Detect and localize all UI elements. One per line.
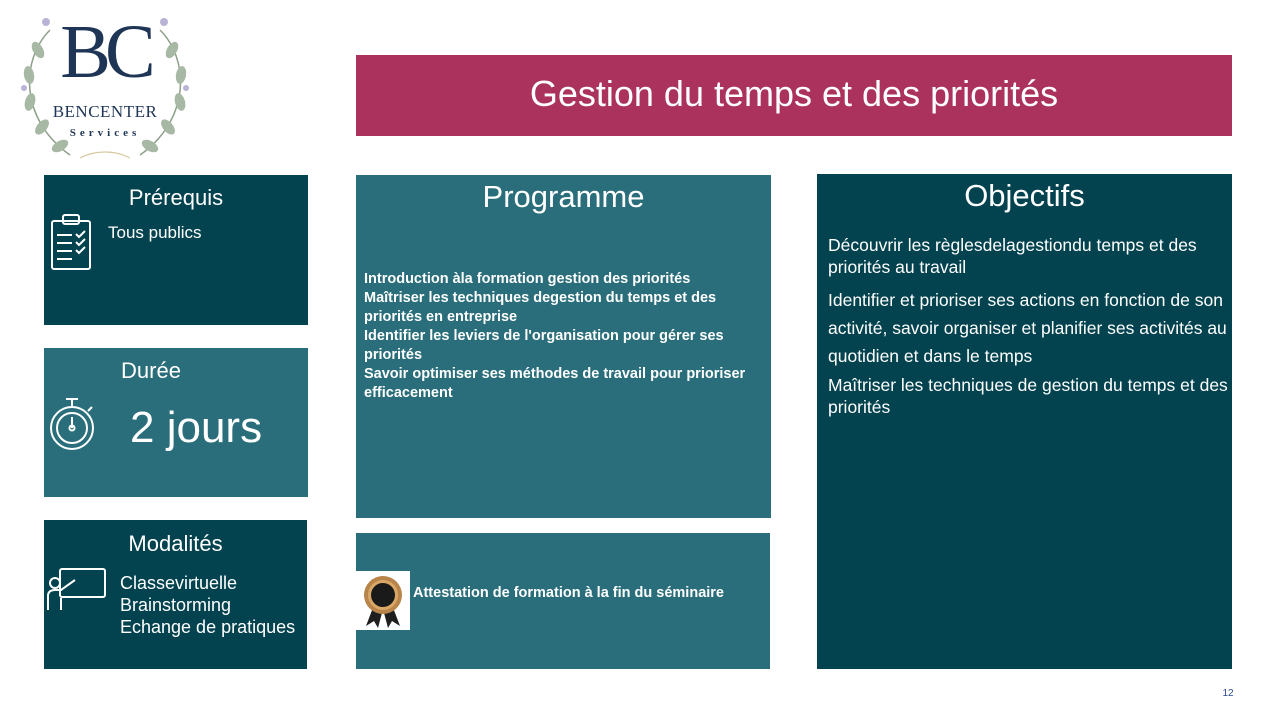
award-medal-icon [356, 571, 410, 630]
title-banner [356, 55, 1232, 136]
logo-initials: BC [60, 10, 150, 94]
logo-subtitle: Services [69, 127, 141, 139]
objectifs-title: Objectifs [964, 178, 1085, 213]
attestation-text: Attestation de formation à la fin du séminaire [413, 585, 724, 601]
modalites-panel [44, 520, 307, 669]
prerequis-panel [44, 175, 308, 325]
page-title: Gestion du temps et des priorités [529, 73, 1059, 114]
list-item: Maîtriser les techniques degestion du temps et des priorités en entreprise [364, 290, 717, 325]
duree-panel [44, 348, 308, 497]
presentation-board-icon [46, 566, 108, 612]
logo-name: BENCENTER [52, 102, 158, 121]
prerequis-title: Prérequis [128, 185, 224, 210]
page-number: 12 [1222, 688, 1234, 699]
list-item: Découvrir les règlesdelagestiondu temps et des priorités au travail [828, 235, 1197, 277]
programme-panel [356, 175, 771, 518]
prerequis-text: Tous publics [108, 223, 202, 242]
clipboard-checklist-icon [50, 213, 92, 271]
stopwatch-icon [48, 396, 96, 452]
duree-title: Durée [121, 358, 181, 383]
duree-value: 2 jours [130, 403, 263, 452]
list-item: Brainstorming [120, 595, 232, 615]
programme-title: Programme [482, 179, 645, 214]
list-item: Introduction àla formation gestion des priorités [364, 271, 691, 287]
objectifs-list [828, 234, 1230, 430]
list-item: Identifier et prioriser ses actions en fonction de son activité, savoir organiser et planifier ses activités au quotidien et dans le temps [828, 290, 1227, 366]
bencenter-logo [10, 0, 200, 172]
list-item: Echange de pratiques [120, 617, 296, 637]
programme-list [364, 270, 765, 403]
modalites-list [120, 572, 295, 638]
list-item: Savoir optimiser ses méthodes de travail pour prioriser efficacement [364, 366, 746, 401]
attestation-panel [356, 533, 770, 669]
modalites-title: Modalités [128, 531, 223, 556]
list-item: Maîtriser les techniques de gestion du temps et des priorités [828, 375, 1228, 417]
objectifs-panel [817, 174, 1232, 669]
list-item: Classevirtuelle [120, 573, 238, 593]
list-item: Identifier les leviers de l'organisation pour gérer ses priorités [364, 328, 724, 363]
